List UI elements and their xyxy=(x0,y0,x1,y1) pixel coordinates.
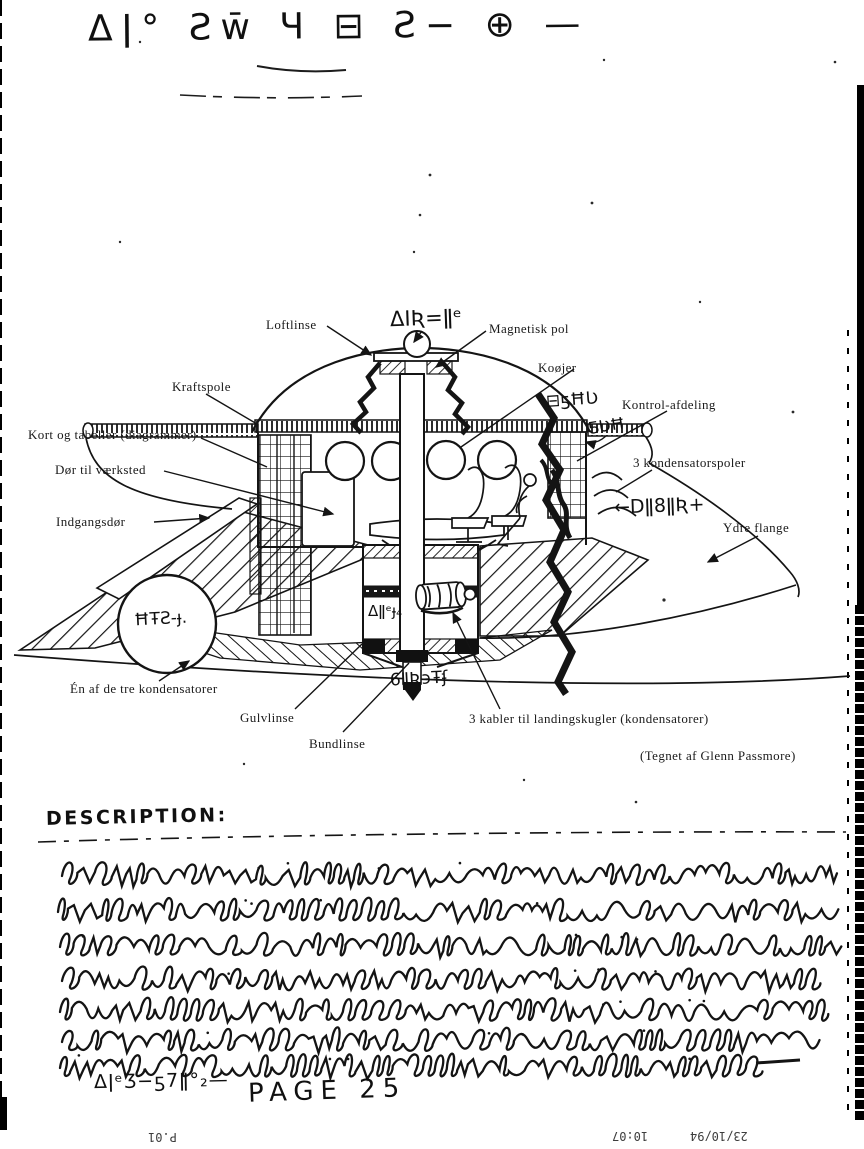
script-dot xyxy=(378,867,381,870)
workshop-door xyxy=(302,472,354,546)
alien-script-line xyxy=(60,933,841,958)
fax-page-code: P.01 xyxy=(148,1130,177,1144)
label-ydre-flange: Ydre flange xyxy=(723,520,790,535)
glyphs-bottom-box: Δǁᵉɟ₄ xyxy=(368,602,403,620)
glyphs-near-kontrol-2: ƼƲĦ xyxy=(586,413,627,438)
title-glyphs: Δǀ° Ƨw̄ Ч ⊟ Ƨ− ⊕ — xyxy=(87,3,590,50)
script-dot xyxy=(654,970,657,973)
script-dot xyxy=(620,936,623,939)
script-dot xyxy=(575,934,578,937)
label-loftlinse: Loftlinse xyxy=(266,317,317,332)
label-kontrol-afdeling: Kontrol-afdeling xyxy=(622,397,716,412)
script-dot xyxy=(244,899,247,902)
script-dot xyxy=(602,1003,605,1006)
closing-glyphs: ΔǀᵉƷ−ƽ7ǁ°₂— xyxy=(93,1068,229,1094)
label-kondensatorspoler: 3 kondensatorspoler xyxy=(633,455,746,470)
fax-date: 23/10/94 xyxy=(690,1129,748,1143)
script-dot xyxy=(250,902,253,905)
description-heading: DESCRIPTION: xyxy=(45,804,228,830)
script-dot xyxy=(703,1000,706,1003)
script-dot xyxy=(574,969,577,972)
column-shoe xyxy=(396,650,428,662)
script-dot xyxy=(597,968,600,971)
script-dot xyxy=(319,899,322,902)
script-dot xyxy=(82,935,85,938)
glyphs-near-kontrol: ⊟ƽĦƲ xyxy=(545,388,599,412)
script-dot xyxy=(287,862,290,865)
script-trailing-dash xyxy=(756,1060,800,1063)
script-dot xyxy=(688,1057,691,1060)
script-dot xyxy=(521,1033,524,1036)
label-en-af-de-tre: Én af de tre kondensatorer xyxy=(70,681,218,696)
glyphs-below-bottom: 6ǁƦ϶Ŧʄ xyxy=(389,667,449,691)
label-gulvlinse: Gulvlinse xyxy=(240,710,295,725)
alien-script-line xyxy=(58,898,838,923)
figure-head xyxy=(524,474,536,486)
glyphs-right-mid: ←Dǁ8ǁƦ+ xyxy=(613,493,705,519)
alien-script-line xyxy=(60,997,828,1022)
script-dot xyxy=(619,1000,622,1003)
magnetic-pole-ball xyxy=(404,331,430,357)
label-dor-til-vaerksted: Dør til værksted xyxy=(55,462,146,477)
alien-script-line xyxy=(62,967,820,992)
script-dot xyxy=(459,862,462,865)
script-dot xyxy=(329,1058,332,1061)
script-dot xyxy=(206,1031,209,1034)
label-indgangsdor: Indgangsdør xyxy=(56,514,126,529)
label-kraftspole: Kraftspole xyxy=(172,379,231,394)
title-underline-strokes xyxy=(180,66,362,98)
fax-time: 10:07 xyxy=(612,1129,649,1143)
label-credit: (Tegnet af Glenn Passmore) xyxy=(640,748,796,763)
label-magnetisk-pol: Magnetisk pol xyxy=(489,321,569,336)
label-kort-og-tabeller: Kort og tabeller (diagrammer) xyxy=(28,427,197,442)
script-dot xyxy=(688,999,691,1002)
script-dot xyxy=(636,938,639,941)
page-number-handwritten: PAGE 25 xyxy=(247,1073,407,1109)
description-underline xyxy=(38,832,846,842)
script-dot xyxy=(227,972,230,975)
glyphs-above-dome: ΔIƦ=ǁᵉ xyxy=(389,304,463,332)
label-kabler: 3 kabler til landingskugler (kondensatorer) xyxy=(469,711,709,726)
alien-script-line xyxy=(62,862,837,887)
alien-script-line xyxy=(62,1027,820,1053)
glyphs-in-sphere: ĦŦƧ-ɟ. xyxy=(133,607,188,631)
script-dot xyxy=(488,1032,491,1035)
alien-script-block xyxy=(58,862,841,1079)
label-bundlinse: Bundlinse xyxy=(309,736,366,751)
script-dot xyxy=(78,1054,81,1057)
script-dot xyxy=(347,1058,350,1061)
label-koojer: Koøjer xyxy=(538,360,577,375)
script-dot xyxy=(257,867,260,870)
script-dot xyxy=(536,902,539,905)
script-dot xyxy=(643,1029,646,1032)
